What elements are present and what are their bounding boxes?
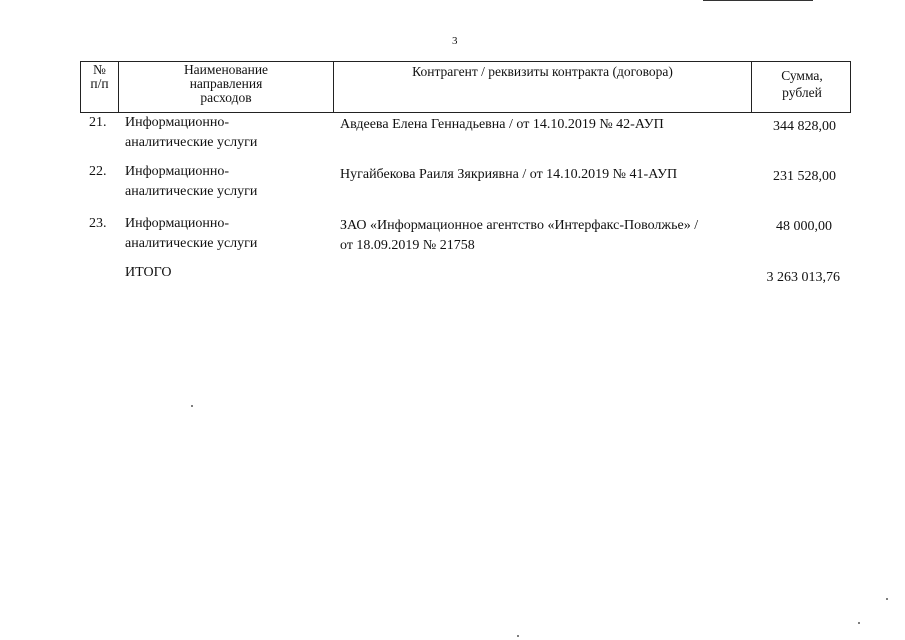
header-num-line: п/п (90, 76, 109, 91)
row-sum: 48 000,00 (776, 219, 832, 234)
header-sum-line: Сумма, (781, 68, 823, 83)
header-sum-line: рублей (782, 85, 822, 100)
header-name-line: Наименование (183, 62, 269, 77)
header-name-line: направления (189, 76, 263, 91)
row-expense-name-line: аналитические услуги (125, 184, 258, 199)
row-expense-name-line: аналитические услуги (125, 236, 258, 251)
total-label: ИТОГО (125, 265, 172, 280)
row-expense-name-line: аналитические услуги (125, 135, 258, 150)
header-num-line: № (93, 62, 106, 77)
row-number: 21. (89, 115, 107, 130)
row-number: 23. (89, 216, 107, 231)
scan-edge-line (703, 0, 813, 1)
row-number: 22. (89, 164, 107, 179)
row-contractor-line: от 18.09.2019 № 21758 (340, 238, 475, 253)
row-contractor: Нугайбекова Раиля Зякриявна / от 14.10.2019 № 41-АУП (340, 167, 678, 182)
scan-speck (886, 598, 888, 600)
header-name (119, 63, 333, 105)
row-contractor: Авдеева Елена Геннадьевна / от 14.10.2019 № 42-АУП (340, 117, 664, 132)
row-expense-name-line: Информационно- (125, 115, 230, 130)
scan-speck (858, 622, 860, 624)
row-expense-name (125, 162, 325, 202)
header-name-line: расходов (200, 90, 252, 105)
table-header (80, 61, 851, 113)
header-num (81, 63, 118, 91)
row-expense-name-line: Информационно- (125, 216, 230, 231)
page-number: 3 (452, 35, 458, 47)
scan-speck (191, 405, 193, 407)
scan-speck (517, 635, 519, 637)
row-sum: 231 528,00 (773, 169, 836, 184)
row-expense-name-line: Информационно- (125, 164, 230, 179)
row-contractor-line: ЗАО «Информационное агентство «Интерфакс-Поволжье» / (340, 218, 699, 233)
header-contractor: Контрагент / реквизиты контракта (договора) (412, 64, 673, 79)
total-sum: 3 263 013,76 (766, 270, 840, 285)
row-sum: 344 828,00 (773, 119, 836, 134)
row-contractor (340, 216, 745, 256)
row-expense-name (125, 113, 325, 153)
row-expense-name (125, 214, 325, 254)
header-sum (752, 67, 852, 101)
